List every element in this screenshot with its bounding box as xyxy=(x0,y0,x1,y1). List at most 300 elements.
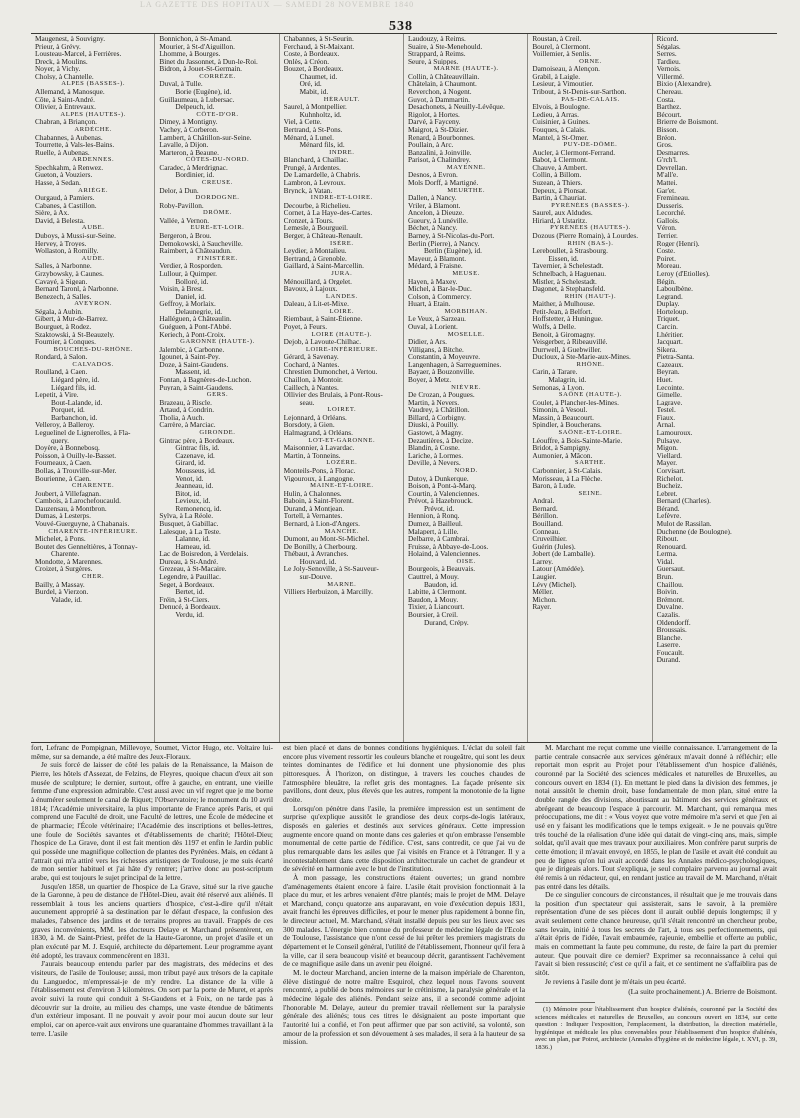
member-entry: Strappard, à Reims. xyxy=(407,50,466,58)
member-entry: Ricord. xyxy=(656,35,679,43)
member-entry: Vigouroux, à Langogne. xyxy=(283,474,355,483)
member-entry: Tourrette, à Vals-les-Bains. xyxy=(35,141,115,149)
member-entry: Vaudrey, à Châtillon. xyxy=(407,406,470,414)
member-entry: Decourbe, à Richelieu. xyxy=(283,201,351,210)
member-entry: Michel, à Bar-le-Duc. xyxy=(407,285,472,293)
member-entry: Maigrot, à St-Dizier. xyxy=(407,125,469,134)
member-entry: Cochard, à Nantes. xyxy=(283,360,340,369)
department-heading: CHARENTE-INFÉRIEURE. xyxy=(48,527,138,535)
member-entry: Leguelinel de Lignerolles, à Fla- xyxy=(35,429,131,437)
member-entry: Corvisart. xyxy=(656,466,686,475)
member-entry: Tortell, à Vernantes. xyxy=(283,512,343,520)
member-entry: Mousseus, id. xyxy=(175,466,216,475)
department-heading: RHIN (BAS-). xyxy=(567,239,614,247)
member-entry: Durand, à Montjean. xyxy=(283,504,345,513)
member-entry: Carcin. xyxy=(656,322,678,331)
member-entry: Binet du Jassonnet, à Dun-le-Roi. xyxy=(159,57,258,66)
member-entry: Bollas, à Trouville-sur-Mer. xyxy=(35,466,117,475)
member-entry: Thébaut, à Avranches. xyxy=(283,550,349,558)
department-heading: LOIRE (HAUTE-). xyxy=(311,330,373,338)
member-entry: Poullain, à Arc. xyxy=(407,141,454,149)
member-entry: Morisseau, à La Flèche. xyxy=(532,474,603,483)
member-entry: Gros. xyxy=(656,141,673,149)
member-entry: Igounet, à Saint-Pey. xyxy=(159,353,221,361)
department-heading: MANCHE. xyxy=(324,527,360,535)
member-entry: Mourier, à St-d'Aiguillon. xyxy=(159,42,235,51)
member-entry: Seure, à Suippes. xyxy=(407,57,459,66)
member-entry: Tribout, à St-Denis-sur-Sarthon. xyxy=(532,88,627,96)
member-entry: Sylva, à La Réole. xyxy=(159,512,214,520)
member-entry: Gastowt, à Magny. xyxy=(407,429,464,437)
member-entry: Dusseris. xyxy=(656,201,684,210)
member-entry: Barbanchon, id. xyxy=(51,413,98,422)
member-entry: Keriech, à Pont-Croix. xyxy=(159,330,226,339)
footnote: (1) Mémoire pour l'établissement d'un hospice d'aliénés, couronné par la Société des sciences médicales et naturelles de Bruxelles, au concours ouvert en 1834, sur cette question : Indiquer l'exposition, l'emplacement, la distribution, la direction matérielle, hygiénique et médicale les plus convenables pour l'établissement d'un hospice d'aliénés, avec un plan, par Poirot, architecte (Annales d'hygiène et de médecine légale, t. XVI, p. 39, 1836.) xyxy=(535,1006,777,1051)
department-heading: CREUSE. xyxy=(201,178,234,186)
member-entry: Remonencq, id. xyxy=(175,504,222,513)
member-entry: Voillemier, à Senlis. xyxy=(532,50,592,58)
member-entry: Michon. xyxy=(532,595,557,604)
member-entry: Guérin (Jules). xyxy=(532,542,576,551)
member-entry: Constantin, à Moyeuvre. xyxy=(407,353,481,361)
member-entry: Duplay. xyxy=(656,300,680,308)
member-entry: Cronzet, à Tours. xyxy=(283,216,334,225)
member-entry: Lagrave. xyxy=(656,398,683,407)
member-entry: Joubert, à Villefagnan. xyxy=(35,489,101,498)
department-heading: PYRÉNÉES (BASSES-). xyxy=(551,201,630,209)
list-column-2 xyxy=(155,34,279,742)
member-entry: Latour (Amédée). xyxy=(532,565,585,574)
member-entry: Vernois. xyxy=(656,65,681,73)
member-entry: Lullour, à Quimper. xyxy=(159,269,217,278)
member-entry: Jeanneau, id. xyxy=(175,482,214,490)
department-heading: BOUCHES-DU-RHÔNE. xyxy=(53,345,133,353)
member-entry: Colson, à Commercy. xyxy=(407,292,472,301)
department-heading: JURA. xyxy=(331,269,353,277)
member-entry: Béchet, à Nancy. xyxy=(407,224,458,233)
member-entry: Véron. xyxy=(656,224,677,233)
article-paragraph: J'aurais beaucoup entendu parler par des magistrats, des médecins et des visiteurs, de l'asile de Toulouse; aussi, mon tribut payé aux trésors de la capitale du Languedoc, m'empressai-je de m'y rendre. La distance de la ville à l'établissement est d'environ 3 kilomètres. On sort par la porte de Muret, et après avoir suivi la route qui conduit à St-Gaudens et à Foix, on ne tarde pas à découvrir sur la droite, au milieu des champs, une vaste étendue de bâtiments d'un extérieur imposant. Il ne pouvait y avoir pour moi aucun doute sur leur emploi, car on aperce-vait aux environs une quarantaine d'hommes travaillant à la terre. L'asile xyxy=(31,959,273,1038)
member-entry: Burdel, à Vierzon. xyxy=(35,588,89,596)
department-heading: MORBIHAN. xyxy=(444,307,488,315)
department-heading: INDRE-ET-LOIRE. xyxy=(310,194,373,202)
member-entry: Lamouroux. xyxy=(656,429,693,437)
department-heading: ORNE. xyxy=(579,57,602,65)
member-entry: Riembaut, à Saint-Étienne. xyxy=(283,315,363,323)
member-entry: Brierre de Boismont. xyxy=(656,118,719,126)
member-entry: Laserre. xyxy=(656,641,681,649)
department-heading: GARONNE (HAUTE-). xyxy=(180,338,255,346)
department-heading: LOIRE. xyxy=(329,307,355,315)
article-column-1 xyxy=(31,744,273,1099)
list-column-3 xyxy=(280,34,404,742)
member-entry: Artaud, à Condrin. xyxy=(159,406,215,414)
member-entry: Lhomme, à Bourges. xyxy=(159,50,221,58)
member-entry: Dejob, à Lavoute-Chilhac. xyxy=(283,338,362,346)
member-entry: sur-Douve. xyxy=(299,573,333,581)
member-entry: Salles, à Narbonne. xyxy=(35,262,92,270)
member-entry: Costa. xyxy=(656,95,676,104)
member-entry: Fournier, à Conques. xyxy=(35,338,96,346)
member-entry: Berger, à Château-Renault. xyxy=(283,232,363,240)
member-entry: Guyot, à Dammartin. xyxy=(407,95,470,104)
member-entry: Brun. xyxy=(656,573,674,581)
member-entry: Lereboullet, à Strasbourg. xyxy=(532,247,608,255)
department-heading: CÔTE-D'OR. xyxy=(196,110,239,118)
member-entry: Ducloux, à Ste-Marie-aux-Mines. xyxy=(532,353,631,361)
member-entry: Hennion, à Ronq. xyxy=(407,512,460,520)
member-entry: Diuski, à Pouilly. xyxy=(407,421,459,430)
member-entry: Ancelon, à Dieuze. xyxy=(407,209,464,217)
member-entry: Billard, à Corbigny. xyxy=(407,413,466,422)
member-entry: Duboys, à Mussi-sur-Seine. xyxy=(35,232,116,240)
member-entry: Roby-Pavillon. xyxy=(159,201,204,210)
member-entry: Olivier, à Entrevaux. xyxy=(35,103,96,111)
member-entry: Delaunegrie, id. xyxy=(175,307,223,316)
member-entry: Malagrin, id. xyxy=(548,376,587,384)
member-entry: Verdu, id. xyxy=(175,610,204,619)
member-entry: Lemesle, à Bourgueil. xyxy=(283,224,348,233)
member-entry: Chaumet, id. xyxy=(299,72,338,81)
footnote-rule xyxy=(535,1002,595,1003)
member-entry: Duvalne. xyxy=(656,603,684,611)
member-entry: Boursier, à Creil. xyxy=(407,610,458,619)
department-heading: OISE. xyxy=(456,557,476,565)
member-entry: Croizet, à Surgères. xyxy=(35,565,93,574)
department-heading: PUY-DE-DÔME. xyxy=(563,141,618,149)
department-heading: ARDENNES. xyxy=(72,156,115,164)
list-column-4 xyxy=(404,34,528,742)
member-entry: G'rch'l. xyxy=(656,156,678,164)
member-entry: Jalembic, à Carbonne. xyxy=(159,345,225,354)
member-entry: Venot, id. xyxy=(175,474,204,483)
member-entry: Benezech, à Salles. xyxy=(35,292,92,301)
member-entry: Didier, à Ars. xyxy=(407,338,448,346)
member-entry: Lousteau-Marcel, à Ferrières. xyxy=(35,50,122,58)
department-heading: ISÈRE. xyxy=(330,239,354,247)
member-entry: Renouard. xyxy=(656,542,687,551)
member-entry: Levieux, id. xyxy=(175,497,211,505)
member-entry: Ferchaud, à St-Maixant. xyxy=(283,42,355,51)
member-entry: Bartin, à Chauriat. xyxy=(532,194,587,202)
department-heading: MEUSE. xyxy=(452,269,480,277)
member-entry: Houvard, id. xyxy=(299,557,337,566)
member-entry: Laugier. xyxy=(532,573,557,581)
member-entry: Damoiseau, à Alençon. xyxy=(532,65,600,73)
member-entry: Desachonets, à Neuilly-Lévêque. xyxy=(407,103,505,111)
member-entry: Martin, à Tonneins. xyxy=(283,451,341,460)
member-entry: Duval, à Tulle. xyxy=(159,80,203,89)
member-entry: Mistler, à Schelestadt. xyxy=(532,277,597,286)
department-heading: ALPES (HAUTES-). xyxy=(60,110,126,118)
article-signature: (La suite prochainement.) A. Brierre de Boismont. xyxy=(628,987,777,997)
member-entry: Wollaston, à Romilly. xyxy=(35,247,99,255)
member-entry: Prévot, id. xyxy=(423,504,455,513)
member-entry: Boivin. xyxy=(656,588,679,596)
member-entry: De Bonilly, à Cherbourg. xyxy=(283,542,358,551)
member-entry: Mols Dorff, à Martigné. xyxy=(407,178,479,187)
member-entry: Daniel, id. xyxy=(175,292,206,301)
member-entry: Arnal. xyxy=(656,421,676,430)
article-paragraph: À mon passage, les constructions étaient ouvertes; un grand nombre d'aménagements étaient encore à faire. L'asile était provision fonctionnait à la place du mur, et les arbres venaient d'être plantés; mais le projet de MM. Delaye et Marchand, conçu quatorze ans auparavant, en voie d'exécution depuis 1831, avait franchi les épreuves difficiles, et pour le mener plus rapidement à bonne fin, le directeur actuel, M. Marchand, s'était installé depuis peu sur les lieux avec ses 300 malades. L'énergie bien connue du professeur de médecine légale de l'Ecole de Toulouse, l'assistance que n'ont cessé de lui prêter les premiers magistrats du département et le Conseil général, l'utilité de l'établissement, l'honneur qu'il fera à la ville, car il sera beaucoup visité et beaucoup décrit, garantissent l'achèvement de ce magnifique asile dans un avenir peu éloigné. xyxy=(283,872,525,969)
member-entry: Jobert (de Lamballe). xyxy=(532,550,595,558)
member-entry: Halléguen, à Châteaulin. xyxy=(159,315,232,323)
member-entry: Larrey. xyxy=(532,557,554,566)
member-entry: Lebret. xyxy=(656,489,678,498)
member-entry: Gérard, à Savenay. xyxy=(283,353,339,361)
member-entry: Kuhnholtz, id. xyxy=(299,110,342,119)
member-entry: Horteloup. xyxy=(656,307,689,316)
department-heading: GIRONDE. xyxy=(199,429,236,437)
member-entry: Veisgerber, à Ribeauvillé. xyxy=(532,338,608,346)
member-entry: Baudon, id. xyxy=(423,580,458,589)
member-entry: Serres. xyxy=(656,50,677,58)
member-entry: Carrère, à Marciac. xyxy=(159,421,216,430)
member-entry: Broussais. xyxy=(656,626,687,634)
member-entry: Bonnichon, à St-Amand. xyxy=(159,35,232,43)
member-entry: Depeux, à Pionsat. xyxy=(532,186,588,195)
article-body xyxy=(31,744,777,1099)
member-entry: Porquet, id. xyxy=(51,406,85,414)
member-entry: Bérillon. xyxy=(532,512,559,520)
member-entry: Gaillard, à Saint-Marcellin. xyxy=(283,262,364,270)
department-heading: PYRÉNÉES (HAUTES-). xyxy=(550,224,631,232)
member-entry: Halmagrand, à Orléans. xyxy=(283,429,353,437)
member-entry: query. xyxy=(51,436,69,445)
member-entry: Collin, à Billom. xyxy=(532,171,582,179)
member-entry: Laboulbène. xyxy=(656,285,693,293)
member-entry: Semonas, à Lyon. xyxy=(532,383,585,392)
member-entry: Bertrand, à St-Pons. xyxy=(283,125,343,134)
member-entry: Bisson. xyxy=(656,125,679,134)
member-entry: Baboin, à Saint-Florent. xyxy=(283,497,354,505)
member-entry: Roustan, à Creil. xyxy=(532,35,582,43)
member-entry: Borsdoty, à Gien. xyxy=(283,421,335,430)
member-entry: Huart, à Etain. xyxy=(407,300,451,308)
department-heading: DRÔME. xyxy=(202,209,233,217)
member-entry: Bréon. xyxy=(656,133,677,142)
member-entry: Migon. xyxy=(656,444,678,452)
department-heading: RHÔNE. xyxy=(576,360,605,368)
member-entry: Dagonet, à Stephansfeld. xyxy=(532,285,606,293)
member-entry: Leroy (d'Etiolles). xyxy=(656,269,710,278)
member-entry: Brazeau, à Riscle. xyxy=(159,398,213,407)
member-entry: Poyet, à Feurs. xyxy=(283,322,328,331)
member-entry: Richelot. xyxy=(656,474,684,483)
department-heading: AUDE. xyxy=(81,254,105,262)
member-entry: Pietra-Santa. xyxy=(656,353,695,361)
member-entry: Cazeaux. xyxy=(656,360,684,369)
member-entry: Dozous (Pierre Romain), à Lourdes. xyxy=(532,232,639,240)
member-entry: Doyère, à Bonnebosq. xyxy=(35,444,100,452)
member-entry: Chaillon, à Montoir. xyxy=(283,376,343,384)
department-heading: INDRE. xyxy=(329,148,355,156)
member-entry: Chabannes, à Aubenas. xyxy=(35,133,103,142)
member-entry: Blandin, à Cosne. xyxy=(407,444,460,452)
member-entry: Saurel, aux Aldudes. xyxy=(532,209,593,217)
member-entry: Lepetit, à Vire. xyxy=(35,391,79,399)
member-entry: Méller. xyxy=(532,588,554,596)
member-entry: seau. xyxy=(299,398,315,407)
article-paragraph: De ce singulier concours de circonstances, il résultait que je me trouvais dans la position d'un spectateur qui assisterait, sans le savoir, à la première représentation d'une de ses pièces dont il aurait oublié depuis longtemps; il y avait seulement cette chance heureuse, qu'il s'était rencontré un chercheur probe, sans levain, initié à tous les secrets de l'art, à tous ses perfectionnements, qui a'était épris de l'idée, l'avait embaumée, rajeunie, embellie et offerte au public, mais en commettant la faute peu commune, du reste, de faire la part du premier auteur. Que pouvait dire ce dernier? Exprimer sa reconnaissance à celui qui l'avait si bien ressuscité; c'est ce qu'il a fait, et ce sentiment ne s'affaiblira pas de sitôt. xyxy=(535,890,777,978)
member-entry: Saurel, à Montpellier. xyxy=(283,103,347,111)
department-heading: MOSELLE. xyxy=(447,330,485,338)
article-paragraph: Jusqu'en 1858, un quartier de l'hospice de La Grave, situé sur la rive gauche de la Garonne, à peu de distance de l'Hôtel-Dieu, avait été réservé aux aliénés. Il ressemblait à tous les anciens quartiers d'hospice, c'est-à-dire qu'il n'était aucunement approprié à sa destination par le défaut d'espace, la confusion des malades, l'absence des jardins et de terrains propres au travail. Frappés de ces graves inconvénients, MM. les docteurs Delaye et Marchand présentèrent, en 1830, à M. de Saint-Priest, préfet de la Haute-Garonne, un projet d'asile et un plan exécuté par M. J. Esquié, architecte du département. Leur programme ayant été adopté, les travaux commencèrent en 1831. xyxy=(31,881,273,960)
article-paragraph: Je suis forcé de laisser de côté les palais de la Renaissance, la Maison de Pierre, les hôtels d'Assezat, de Felzins, de Fleyres, quoique chacun d'eux ait son musée de sculpture; le dernier, surtout, offre à gauche, en entrant, une vieille femme d'une expression admirable. C'est aussi avec un vif regret que je me borne à énumérer seulement le canal de Riquet; l'Observatoire; le monument du 10 avril 1814; l'Académie universitaire, la plus importante de France après Paris, et qui comprend une Faculté de droit, une Faculté de lettres, une École de médecine et de pharmacie; l'École vétérinaire; l'Académie des inscriptions et belles-lettres, une foule de Sociétés savantes et d'établissements de charité; l'Hôtel-Dieu; l'hospice de La Grave, dont il est fait mention dès 1197 et enfin le Jardin public qui possède une magnifique collection de plantes des Pyrénées. Mais, en cédant à l'attrait qui m'a attiré vers les richesses artistiques de Toulouse, je me suis écarté de mon sentier habituel et j'ai hâte d'y rentrer; j'arrive donc au post-scriptum arabe, qui est toujours le sujet principal de la lettre. xyxy=(31,760,273,882)
member-entry: Bernard. xyxy=(532,504,558,513)
member-entry: Puyran, à Saint-Gaudens. xyxy=(159,383,234,392)
member-entry: Maugenest, à Souvigny. xyxy=(35,35,106,43)
member-entry: Fourneaux, à Caen. xyxy=(35,459,92,467)
member-entry: Gintrac fils, id. xyxy=(175,444,220,452)
member-entry: Grzybowsky, à Caunes. xyxy=(35,269,104,278)
member-entry: Viel, à Cette. xyxy=(283,118,322,126)
member-entry: Lévy (Michel). xyxy=(532,580,577,589)
department-heading: MARNE. xyxy=(327,580,357,588)
member-entry: Labitte, à Clermont. xyxy=(407,588,467,596)
member-entry: Holaind, à Valenciennes. xyxy=(407,550,481,558)
member-entry: Huet. xyxy=(656,376,673,384)
department-heading: LOIRE-INFÉRIEURE. xyxy=(305,345,378,353)
member-entry: Bégin. xyxy=(656,277,676,286)
member-entry: Petit-Jean, à Belfort. xyxy=(532,307,593,316)
department-heading: CALVADOS. xyxy=(72,360,114,368)
member-entry: Leydier, à Montalieu. xyxy=(283,247,347,255)
member-entry: Dauzensau, à Montbron. xyxy=(35,504,107,513)
department-heading: LOT-ET-GARONNE. xyxy=(308,436,376,444)
member-entry: Brémont. xyxy=(656,595,685,604)
member-entry: Ollivier des Brulais, à Pont-Rous- xyxy=(283,391,383,399)
member-entry: Carbonnier, à St-Calais. xyxy=(532,466,603,475)
department-heading: ALPES (BASSES-). xyxy=(61,80,126,88)
member-entry: Noyer, à Vichy. xyxy=(35,65,81,73)
member-entry: Ségala, à Aubin. xyxy=(35,307,83,316)
member-entry: Prieur, à Grévy. xyxy=(35,42,81,51)
member-entry: Ouval, à Lorient. xyxy=(407,322,458,331)
member-entry: Bidron, à Jouet-St-Germain. xyxy=(159,65,243,73)
member-entry: Poiret. xyxy=(656,254,676,263)
member-entry: Bordinier, id. xyxy=(175,171,215,179)
member-entry: Médard, à Fraisne. xyxy=(407,262,463,270)
member-entry: Eissen, id. xyxy=(548,254,579,263)
member-entry: Liégard fils, id. xyxy=(51,383,96,392)
member-entry: Cauttrel, à Mouy. xyxy=(407,573,459,581)
member-entry: Hoffstetter, à Huningue. xyxy=(532,315,603,323)
member-entry: Villiers Herbuizon, à Marcilly. xyxy=(283,588,373,596)
department-heading: AVEYRON. xyxy=(74,300,113,308)
member-entry: Léouffre, à Bois-Sainte-Marie. xyxy=(532,436,623,445)
member-entry: Durand, Crépy. xyxy=(423,618,469,627)
member-entry: Mondotte, à Marennes. xyxy=(35,557,103,566)
member-entry: Sière, à Ax. xyxy=(35,209,70,217)
member-entry: Collin, à Châteauvillain. xyxy=(407,72,480,81)
member-entry: Tardieu. xyxy=(656,57,681,66)
member-entry: Bourguet, à Rodez. xyxy=(35,322,92,331)
member-entry: Voisin, à Brest. xyxy=(159,285,204,293)
member-entry: Carin, à Tarare. xyxy=(532,368,578,377)
member-entry: Conneau. xyxy=(532,527,561,536)
member-entry: Valade, id. xyxy=(51,595,83,604)
department-heading: MEURTHE. xyxy=(447,186,486,194)
member-entry: Dreck, à Moulins. xyxy=(35,57,88,66)
member-entry: Massin, à Beaucourt. xyxy=(532,413,594,422)
member-entry: Villigans, à Bitche. xyxy=(407,345,464,354)
member-entry: Liégard père, id. xyxy=(51,376,100,384)
member-entry: Guersaut. xyxy=(656,565,685,574)
member-entry: Ménard, à Lunel. xyxy=(283,133,334,142)
member-entry: Hervey, à Troyes. xyxy=(35,239,87,248)
member-entry: Andral. xyxy=(532,497,555,505)
member-entry: Châtelain, à Chaumont. xyxy=(407,80,477,89)
page-number: 538 xyxy=(389,19,413,34)
department-heading: NIÈVRE. xyxy=(451,383,482,391)
member-entry: Barthez. xyxy=(656,103,682,111)
member-entry: Spechkahm, à Renwez. xyxy=(35,163,104,172)
member-entry: Reverchon, à Nogent. xyxy=(407,88,472,96)
member-entry: Lariche, à Lormes. xyxy=(407,451,464,460)
member-entry: Lhéritier. xyxy=(656,330,684,339)
member-entry: Cornet, à La Haye-des-Cartes. xyxy=(283,209,373,217)
member-entry: Bourienne, à Caen. xyxy=(35,474,91,483)
member-entry: Monteils-Pons, à Florac. xyxy=(283,466,356,475)
member-entry: Boison, à Pont-à-Marq. xyxy=(407,482,477,490)
member-entry: Lambron, à Levroux. xyxy=(283,178,346,187)
department-heading: LOIRET. xyxy=(327,406,357,414)
member-entry: Doze, à Saint-Gaudens. xyxy=(159,360,229,369)
member-entry: Roger (Henri). xyxy=(656,239,700,248)
department-heading: LANDES. xyxy=(325,292,358,300)
member-entry: Vallée, à Vernon. xyxy=(159,216,210,225)
member-entry: Dumont, au Mont-St-Michel. xyxy=(283,535,370,543)
member-entry: Lalesque, à La Teste. xyxy=(159,527,221,536)
member-entry: Ourgaud, à Pamiers. xyxy=(35,194,95,202)
article-paragraph: Lorsqu'on pénètre dans l'asile, la première impression est un sentiment de surprise qu'explique aussitôt le grandiose des deux corps-de-logis latéraux, disposés en galeries et destinés aux services généraux. Cette impression augmente encore quand on monte dans ces galeries et qu'on embrasse l'ensemble monumental de cette partie de l'édifice. C'est, sans contredit, ce que j'ai vu de plus remarquable dans les asiles que j'ai visités en France et à l'étranger. Il y a incontestablement dans cette disposition architecturale un cachet de grandeur et de sévérité en harmonie avec le but de l'institution. xyxy=(283,803,525,874)
member-entry: Delpeuch, id. xyxy=(175,103,215,111)
member-entry: Prévot, à Hazebrouck. xyxy=(407,497,473,505)
member-entry: Gueton, à Vouziers. xyxy=(35,171,93,179)
member-entry: Mantel, à St-Omer. xyxy=(532,133,589,142)
article-column-3 xyxy=(535,744,777,1099)
member-entry: Ruelle, à Aubenas. xyxy=(35,148,90,157)
member-entry: Blanchard, à Chaillac. xyxy=(283,156,349,164)
member-entry: Gintrac père, à Bordeaux. xyxy=(159,436,235,445)
department-heading: FINISTÈRE. xyxy=(197,254,238,262)
member-entry: Dumas, à Lesterps. xyxy=(35,512,91,520)
member-entry: Lecointe. xyxy=(656,383,684,392)
member-entry: Hayen, à Maxey. xyxy=(407,277,458,286)
member-entry: Ménard fils, id. xyxy=(299,141,345,149)
article-paragraph: M. Marchant me reçut comme une vieille connaissance. L'arrangement de la partie centrale consacrée aux services généraux m'avait donné à réfléchir; elle reportait mon esprit au Projet pour l'établissement d'un hospice d'aliénés, couronné par la Société des sciences médicales et naturelles de Bruxelles, au concours ouvert en 1834 (1). En mettant le pied dans la division des femmes, je notai aussitôt le chemin droit, base fondamentale de mon plan, situé entre la double rangée des divisions, aboutissant au bâtiment des services généraux et abrégeant de beaucoup l'espace à parcourir. M. Marchant, qui remarqua mes préoccupations, me dit : « Vous voyez que votre mémoire m'a servi et que j'en ai usé en y faisant les modifications que le temps exigeait. » Je ne pouvais qu'être très touché de la réalisation d'une idée qui datait de vingt-cinq ans, mais, simple soldat, qu'il avait que mes travaux pour auxiliaires. Mon confrère parut surpris de cette émotion; il m'avait envoyé, en 1855, le plan de l'asile et avait été conduit au peu de lignes qu'on lui avait accordé dans les Annales médico-psychologiques, que je dirigeais alors. Tout s'expliqua, je seul complaire parvenu au journal avait été remis à un rédacteur, qui, en rendant justice au travail de M. Marchand, n'était pas entré dans les détails. xyxy=(535,744,777,891)
member-entry: Terrier. xyxy=(656,232,678,240)
member-entry: Grabil, à Laigle. xyxy=(532,72,581,81)
member-entry: Dutoy, à Dunkerque. xyxy=(407,474,469,483)
member-entry: Mayeur, à Blamont. xyxy=(407,254,467,263)
member-entry: Berlin (Pierre), à Nancy. xyxy=(407,239,480,248)
member-entry: Cazalis. xyxy=(656,610,680,619)
member-entry: Maither, à Mulhouse. xyxy=(532,300,595,308)
member-entry: Viellard. xyxy=(656,451,682,460)
department-heading: AUBE. xyxy=(81,224,105,232)
member-entry: Szaktowski, à St-Beauzely. xyxy=(35,330,115,339)
list-column-6 xyxy=(653,34,777,742)
member-entry: Chrestien Dumonchet, à Vertou. xyxy=(283,368,378,377)
member-entry: Bertet, id. xyxy=(175,588,205,596)
member-entry: Borie (Eugène), id. xyxy=(175,88,232,96)
member-entry: Bayaer, à Bouzonville. xyxy=(407,368,475,377)
member-entry: Bouzet, à Bordeaux. xyxy=(283,65,344,73)
department-heading: MAINE-ET-LOIRE. xyxy=(310,482,374,490)
member-entry: Demokowski, à Saucheville. xyxy=(159,239,243,248)
